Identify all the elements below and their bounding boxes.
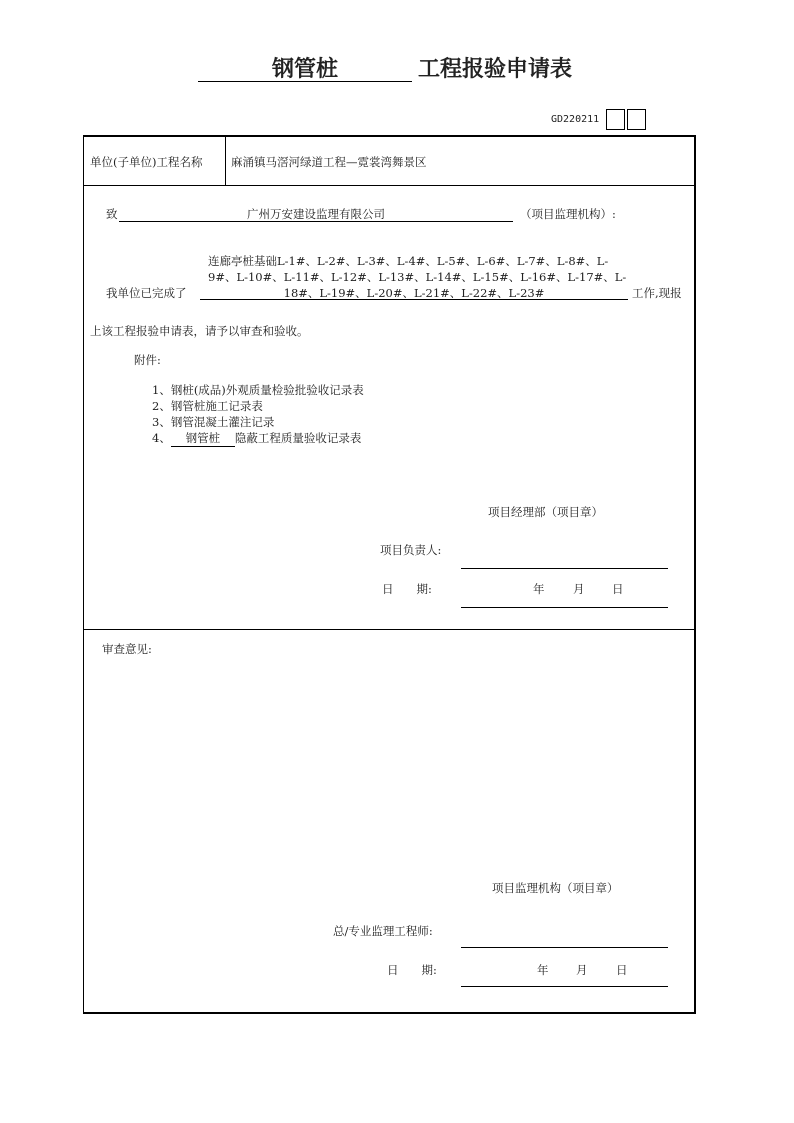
row-divider-2 [84, 629, 694, 630]
recipient-field[interactable]: 广州万安建设监理有限公司 [119, 206, 513, 222]
attachment-item-4-field[interactable]: 钢管桩 [171, 430, 235, 447]
supervision-dept-stamp: 项目监理机构（项目章） [492, 881, 619, 895]
to-suffix: （项目监理机构）: [520, 207, 616, 221]
row-divider-1 [84, 185, 694, 186]
attachment-item-1: 1、钢桩(成品)外观质量检验批验收记录表 [152, 383, 364, 397]
review-date-year: 年 [537, 963, 549, 977]
form-frame [83, 135, 696, 1014]
contractor-date-line[interactable] [461, 607, 668, 608]
unit-row-divider [225, 137, 226, 185]
completed-continuation: 上该工程报验申请表，请予以审查和验收。 [90, 324, 309, 338]
contractor-date-label: 日 期: [382, 582, 432, 596]
contractor-dept-stamp: 项目经理部（项目章） [488, 505, 603, 519]
unit-name-value[interactable]: 麻涌镇马滘河绿道工程—霓裳湾舞景区 [231, 155, 427, 169]
completed-prefix: 我单位已完成了 [106, 286, 187, 300]
attachment-item-2: 2、钢管桩施工记录表 [152, 399, 263, 413]
attachment-item-4-prefix: 4、 [152, 431, 171, 445]
supervising-engineer-label: 总/专业监理工程师: [333, 924, 433, 938]
code-box-2[interactable] [627, 109, 646, 130]
attachment-item-3: 3、钢管混凝土灌注记录 [152, 415, 275, 429]
review-date-line[interactable] [461, 986, 668, 987]
review-date-label: 日 期: [387, 963, 437, 977]
work-line-3[interactable]: 18#、L-19#、L-20#、L-21#、L-22#、L-23# [200, 285, 628, 300]
attachments-label: 附件: [134, 353, 161, 367]
contractor-date-year: 年 [533, 582, 545, 596]
form-code: GD220211 [551, 114, 600, 125]
project-leader-label: 项目负责人: [380, 543, 442, 557]
supervising-engineer-line[interactable] [461, 947, 668, 948]
attachment-item-4-suffix: 隐蔽工程质量验收记录表 [234, 431, 362, 445]
project-leader-line[interactable] [461, 568, 668, 569]
work-line-1[interactable]: 连廊亭桩基础L-1#、L-2#、L-3#、L-4#、L-5#、L-6#、L-7#、L-8#、L- [208, 254, 609, 268]
attachment-item-4 [152, 430, 361, 447]
review-date-month: 月 [576, 963, 588, 977]
form-title [198, 52, 618, 82]
work-line-2[interactable]: 9#、L-10#、L-11#、L-12#、L-13#、L-14#、L-15#、L-16#、L-17#、L- [208, 270, 627, 284]
review-label: 审查意见: [102, 642, 152, 656]
code-box-1[interactable] [606, 109, 625, 130]
contractor-date-day: 日 [612, 582, 624, 596]
title-project-type: 钢管桩 [198, 52, 412, 82]
completed-suffix: 工作,现报 [632, 286, 682, 300]
title-text: 工程报验申请表 [418, 57, 573, 82]
review-date-day: 日 [616, 963, 628, 977]
unit-name-label: 单位(子单位)工程名称 [90, 155, 203, 169]
contractor-date-month: 月 [573, 582, 585, 596]
to-prefix: 致 [106, 207, 118, 221]
